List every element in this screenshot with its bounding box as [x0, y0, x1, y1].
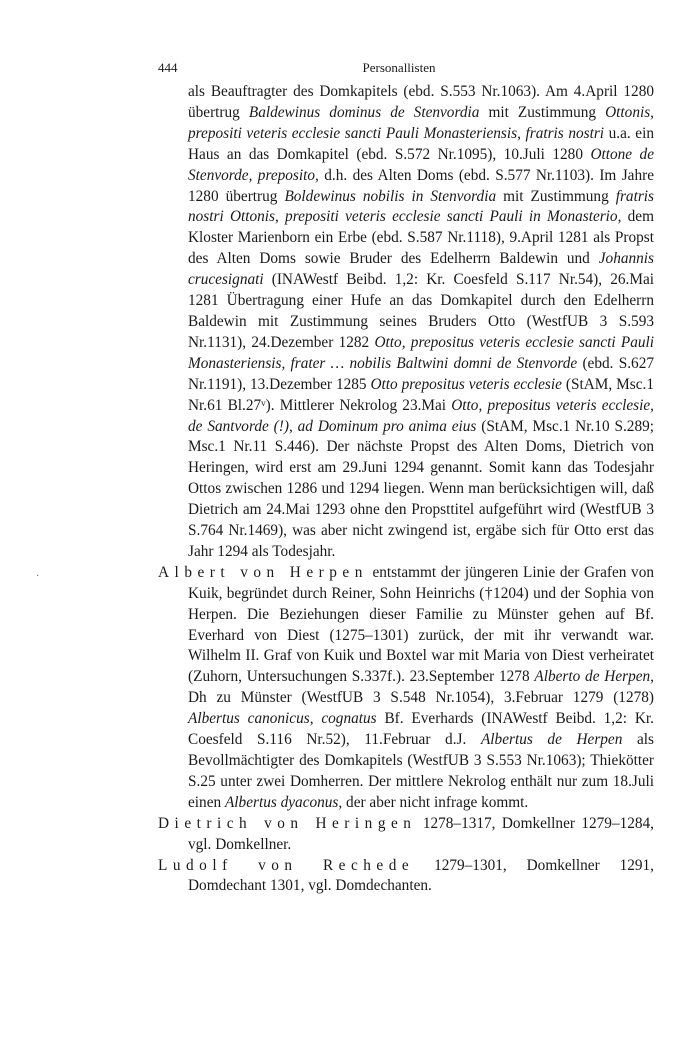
text-run: (StAM, Msc.1 Nr.61 Bl.27ᵛ). Mittlerer Nekrolog 23.Mai	[188, 375, 654, 414]
text-run: (INAWestf Beibd. 1,2: Kr. Coesfeld S.117 Nr.54), 26.Mai 1281 Übertragung einer Hufe an das Domkapitel durch den Edelherrn Baldewin mit Zustimmung seines Bruders Otto (WestfUB 3 S.593 Nr.1131), 24.Dezember 1282	[188, 271, 654, 351]
running-head: Personallisten	[362, 60, 436, 75]
text-run: mit Zustimmung	[496, 187, 616, 205]
latin-quote: Alberto de Herpen,	[534, 668, 654, 686]
latin-quote: Albertus dyaconus,	[224, 793, 343, 811]
entry-ludolf-von-rechede	[158, 856, 654, 898]
text-run: (ebd. S.627 Nr.1191), 13.Dezember 1285	[188, 354, 654, 393]
entry-name: Albert von Herpen	[158, 563, 368, 581]
margin-mark: ·	[36, 571, 40, 582]
text-run: dem Kloster Marienborn ein Erbe (ebd. S.587 Nr.1118), 9.April 1281 als Propst des Alten Doms sowie Bruder des Edelherrn Baldewin und	[188, 208, 654, 268]
latin-quote: Boldewinus nobilis in Stenvordia	[284, 187, 497, 205]
latin-quote: Otto prepositus veteris ecclesie	[370, 375, 562, 393]
paragraph-otto-continued	[158, 82, 654, 563]
latin-quote: Albertus canonicus, cognatus	[188, 710, 377, 728]
text-run: als Beauftragter des Domkapitels (ebd. S.553 Nr.1063). Am 4.April 1280 übertrug	[188, 83, 654, 121]
text-run: Dh zu Münster (WestfUB 3 S.548 Nr.1054), 3.Februar 1279 (1278)	[188, 689, 654, 707]
text-run: mit Zustimmung	[479, 103, 606, 121]
body-text	[158, 82, 654, 897]
latin-quote: Ottonis, prepositi veteris ecclesie sancti Pauli Monasteriensis, fratris nostri	[188, 103, 654, 142]
page-header	[158, 60, 640, 82]
text-run: 1278–1317, Domkellner 1279–1284, vgl. Domkellner.	[188, 814, 655, 853]
text-run: u.a. ein Haus an das Domkapitel (ebd. S.572 Nr.1095), 10.Juli 1280	[188, 124, 654, 163]
text-run: d.h. des Alten Doms (ebd. S.577 Nr.1103). Im Jahre 1280 übertrug	[188, 166, 654, 205]
text-run: der aber nicht infrage kommt.	[342, 793, 529, 811]
latin-quote: fratris nostri Ottonis, prepositi veteris ecclesie sancti Pauli in Monasterio,	[188, 187, 654, 226]
text-run: 1279–1301, Domkellner 1291, Domdechant 1301, vgl. Domdechanten.	[188, 856, 654, 895]
page-number: 444	[158, 60, 178, 75]
text-run: entstammt der jüngeren Linie der Grafen von Kuik, begründet durch Reiner, Sohn Heinrichs (†1204) und der Sophia von Herpen. Die Beziehungen dieser Familie zu Münster gehen auf Bf. Everhard von Diest (1275–1301) zurück, der mit ihr verwandt war. Wilhelm II. Graf von Kuik und Boxtel war mit Maria von Diest verheiratet (Zuhorn, Untersuchungen S.337f.). 23.September 1278	[188, 563, 654, 686]
text-run: als Bevollmächtigter des Domkapitels (WestfUB 3 S.553 Nr.1063); Thiekötter S.25 unter zwei Domherren. Der mittlere Nekrolog enthält nur zum 18.Juli einen	[188, 731, 654, 811]
entry-albert-von-herpen	[158, 563, 654, 814]
latin-quote: Johannis crucesignati	[188, 250, 654, 289]
text-run: (StAM, Msc.1 Nr.10 S.289; Msc.1 Nr.11 S.446). Der nächste Propst des Alten Doms, Dietrich von Heringen, wird erst am 29.Juni 1294 genannt. Somit kann das Todesjahr Ottos zwischen 1286 und 1294 liegen. Wenn man berücksichtigen will, daß Dietrich am 24.Mai 1293 ohne den Propsttitel aufgeführt wird (WestfUB 3 S.764 Nr.1469), was aber nicht zwingend ist, ergäbe sich für Otto erst das Jahr 1294 als Todesjahr.	[188, 417, 655, 560]
latin-quote: Otto, prepositus veteris ecclesie, de Santvorde (!), ad Dominum pro anima eius	[188, 396, 654, 435]
latin-quote: Ottone de Stenvorde, preposito,	[188, 145, 654, 184]
text-run: Bf. Everhards (INAWestf Beibd. 1,2: Kr. Coesfeld S.116 Nr.52), 11.Februar d.J.	[188, 710, 654, 749]
latin-quote: Baldewinus dominus de Stenvordia	[248, 103, 480, 121]
latin-quote: Albertus de Herpen	[480, 731, 623, 749]
entry-name: Ludolf von Rechede	[158, 856, 415, 874]
entry-dietrich-von-heringen	[158, 814, 654, 856]
entry-name: Dietrich von Heringen	[158, 814, 417, 832]
latin-quote: Otto, prepositus veteris ecclesie sancti Pauli Monasteriensis, frater … nobilis Baltwini domni de Stenvorde	[188, 333, 654, 372]
